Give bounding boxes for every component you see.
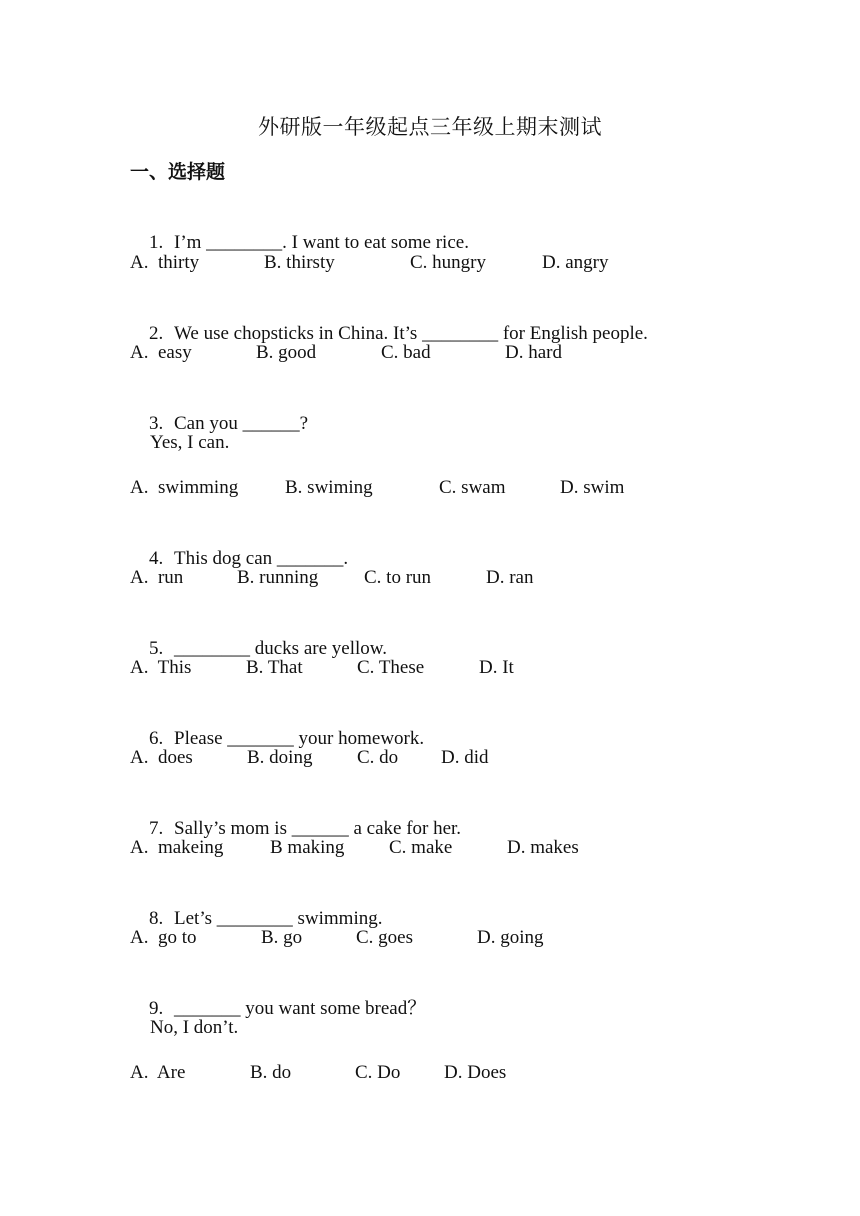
option-d: D. It: [479, 657, 514, 678]
question-number: 5.: [149, 638, 164, 659]
option-a: A. Are: [130, 1062, 186, 1083]
option-a: A. swimming: [130, 477, 239, 498]
option-d: D. ran: [486, 567, 534, 588]
question-text: Let’s ________ swimming.: [174, 908, 383, 929]
option-d: D. hard: [505, 342, 562, 363]
option-d: D. angry: [542, 252, 609, 273]
option-c: C. goes: [356, 927, 413, 948]
option-c: C. hungry: [410, 252, 486, 273]
section-heading: 一、选择题: [130, 161, 226, 183]
question-number: 7.: [149, 818, 164, 839]
question-number: 2.: [149, 323, 164, 344]
question-text: Sally’s mom is ______ a cake for her.: [174, 818, 462, 839]
option-a: A. run: [130, 567, 184, 588]
option-b: B making: [270, 837, 345, 858]
option-b: B. thirsty: [264, 252, 335, 273]
question-number: 8.: [149, 908, 164, 929]
question-text: This dog can _______.: [174, 548, 349, 569]
option-d: D. did: [441, 747, 489, 768]
option-d: D. Does: [444, 1062, 507, 1083]
option-a: A. This: [130, 657, 192, 678]
question-reply: No, I don’t.: [150, 1017, 239, 1038]
option-a: A. thirty: [130, 252, 200, 273]
question-text: We use chopsticks in China. It’s ________ for English people.: [174, 323, 648, 344]
question-number: 9.: [149, 998, 164, 1019]
option-c: C. Do: [355, 1062, 401, 1083]
question-number: 4.: [149, 548, 164, 569]
option-d: D. going: [477, 927, 544, 948]
option-c: C. swam: [439, 477, 506, 498]
question-text: Can you ______?: [174, 413, 309, 434]
option-c: C. bad: [381, 342, 431, 363]
option-a: A. easy: [130, 342, 192, 363]
option-b: B. doing: [247, 747, 313, 768]
option-b: B. good: [256, 342, 317, 363]
option-b: B. running: [237, 567, 319, 588]
option-c: C. do: [357, 747, 399, 768]
option-c: C. These: [357, 657, 425, 678]
option-b: B. swiming: [285, 477, 373, 498]
option-c: C. to run: [364, 567, 432, 588]
option-a: A. go to: [130, 927, 197, 948]
option-c: C. make: [389, 837, 453, 858]
option-b: B. go: [261, 927, 303, 948]
option-d: D. swim: [560, 477, 625, 498]
question-text: I’m ________. I want to eat some rice.: [174, 232, 469, 253]
question-text: _______ you want some bread？: [174, 998, 427, 1019]
question-reply: Yes, I can.: [150, 432, 230, 453]
option-b: B. That: [246, 657, 303, 678]
option-a: A. makeing: [130, 837, 224, 858]
question-text: Please _______ your homework.: [174, 728, 425, 749]
question-number: 1.: [149, 232, 164, 253]
question-number: 3.: [149, 413, 164, 434]
question-number: 6.: [149, 728, 164, 749]
option-b: B. do: [250, 1062, 292, 1083]
option-d: D. makes: [507, 837, 579, 858]
page-title: 外研版一年级起点三年级上期末测试: [258, 115, 602, 139]
option-a: A. does: [130, 747, 193, 768]
question-text: ________ ducks are yellow.: [174, 638, 387, 659]
